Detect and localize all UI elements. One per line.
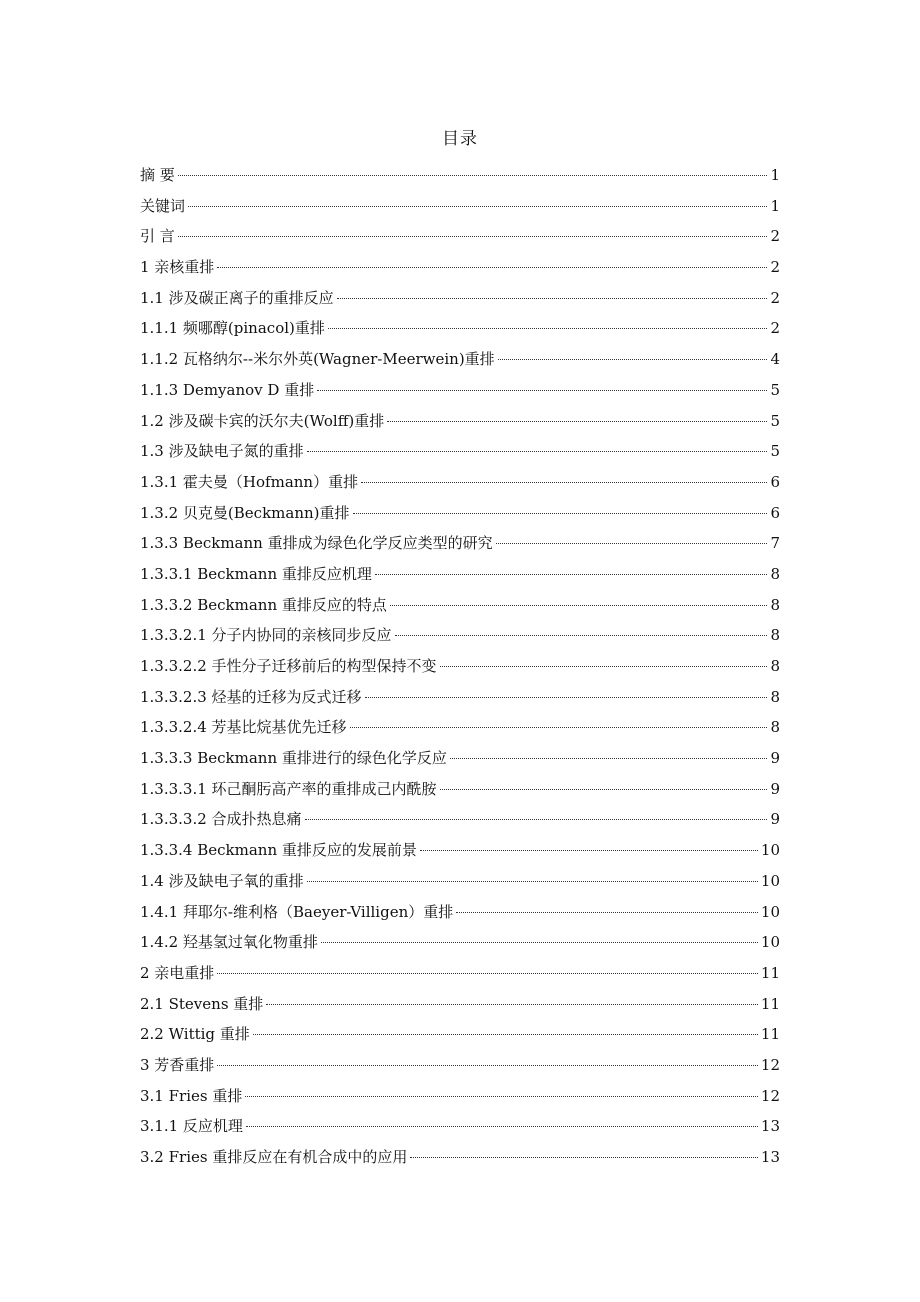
toc-entry-label: 1.1.2 瓦格纳尔--米尔外英(Wagner-Meerwein)重排 [140, 350, 495, 369]
toc-entry-label: 3.2 Fries 重排反应在有机合成中的应用 [140, 1148, 408, 1166]
toc-entry[interactable] [140, 1111, 780, 1142]
toc-entry[interactable] [140, 344, 780, 375]
toc-dot-leader [188, 206, 767, 207]
toc-entry-label: 1.1.1 频哪醇(pinacol)重排 [140, 319, 325, 338]
toc-dot-leader [305, 819, 768, 820]
toc-dot-leader [217, 973, 758, 974]
toc-dot-leader [390, 605, 768, 606]
toc-entry-page-number: 11 [760, 1025, 780, 1044]
toc-entry[interactable] [140, 1142, 780, 1173]
toc-entry-page-number: 8 [770, 595, 780, 614]
toc-dot-leader [307, 451, 768, 452]
toc-entry[interactable] [140, 590, 780, 621]
toc-entry-page-number: 8 [770, 564, 780, 583]
toc-entry-page-number: 6 [770, 472, 780, 491]
toc-entry-label: 1.3.3.3.1 环己酮肟高产率的重排成己内酰胺 [140, 779, 437, 798]
toc-entry[interactable] [140, 958, 780, 989]
toc-dot-leader [245, 1096, 758, 1097]
toc-entry-label: 1.3.1 霍夫曼（Hofmann）重排 [140, 472, 359, 491]
toc-dot-leader [178, 175, 768, 176]
toc-entry-page-number: 8 [770, 687, 780, 706]
toc-entry[interactable] [140, 682, 780, 713]
toc-dot-leader [307, 881, 758, 882]
toc-entry-label: 3.1.1 反应机理 [140, 1117, 243, 1136]
toc-dot-leader [440, 789, 768, 790]
toc-dot-leader [498, 359, 768, 360]
toc-entry[interactable] [140, 1081, 780, 1112]
toc-dot-leader [440, 666, 768, 667]
toc-entry-page-number: 13 [760, 1148, 780, 1166]
toc-entry[interactable] [140, 774, 780, 805]
toc-list [140, 160, 780, 1173]
toc-entry[interactable] [140, 804, 780, 835]
toc-entry-page-number: 8 [770, 718, 780, 737]
toc-entry-page-number: 8 [770, 657, 780, 675]
toc-dot-leader [321, 942, 758, 943]
toc-entry-label: 2.2 Wittig 重排 [140, 1025, 250, 1044]
toc-entry-label: 1.1 涉及碳正离子的重排反应 [140, 288, 334, 307]
toc-entry[interactable] [140, 221, 780, 252]
toc-entry-page-number: 9 [770, 810, 780, 829]
toc-entry-label: 1.3.3.2.1 分子内协同的亲核同步反应 [140, 626, 392, 645]
toc-dot-leader [420, 850, 758, 851]
toc-entry-label: 1.3.3 Beckmann 重排成为绿色化学反应类型的研究 [140, 534, 493, 553]
toc-dot-leader [361, 482, 767, 483]
toc-entry[interactable] [140, 559, 780, 590]
toc-entry[interactable] [140, 989, 780, 1020]
toc-dot-leader [328, 328, 768, 329]
toc-entry[interactable] [140, 252, 780, 283]
toc-entry-page-number: 12 [760, 1086, 780, 1105]
toc-entry-page-number: 5 [770, 380, 780, 399]
toc-dot-leader [317, 390, 767, 391]
toc-dot-leader [178, 236, 768, 237]
toc-entry-label: 1.1.3 Demyanov D 重排 [140, 380, 315, 399]
toc-entry-label: 关键词 [140, 196, 186, 215]
toc-entry[interactable] [140, 1019, 780, 1050]
toc-entry-page-number: 2 [770, 319, 780, 338]
toc-entry[interactable] [140, 1050, 780, 1081]
toc-entry-page-number: 10 [760, 933, 780, 952]
toc-entry[interactable] [140, 160, 780, 191]
toc-entry-page-number: 10 [760, 871, 780, 890]
toc-entry[interactable] [140, 866, 780, 897]
toc-dot-leader [353, 513, 768, 514]
toc-entry-label: 1.3.3.2 Beckmann 重排反应的特点 [140, 595, 387, 614]
toc-entry-label: 1.3.3.3.2 合成扑热息痛 [140, 810, 302, 829]
toc-entry[interactable] [140, 897, 780, 928]
toc-entry-label: 1.4 涉及缺电子氧的重排 [140, 871, 304, 890]
toc-entry-label: 1.3.3.2.3 烃基的迁移为反式迁移 [140, 687, 362, 706]
toc-entry[interactable] [140, 498, 780, 529]
toc-entry-page-number: 12 [760, 1055, 780, 1074]
toc-entry[interactable] [140, 528, 780, 559]
toc-entry-label: 引 言 [140, 227, 175, 246]
toc-entry-page-number: 10 [760, 902, 780, 921]
toc-dot-leader [350, 727, 768, 728]
toc-entry-label: 摘 要 [140, 166, 175, 184]
toc-entry-page-number: 9 [770, 779, 780, 798]
toc-entry-label: 1.3.3.1 Beckmann 重排反应机理 [140, 564, 372, 583]
toc-entry[interactable] [140, 620, 780, 651]
toc-entry-label: 1.3.3.2.2 手性分子迁移前后的构型保持不变 [140, 657, 437, 675]
toc-entry-label: 1.3.2 贝克曼(Beckmann)重排 [140, 503, 350, 522]
toc-entry-page-number: 2 [770, 288, 780, 307]
toc-title: 目录 [442, 129, 478, 149]
toc-dot-leader [496, 543, 768, 544]
toc-dot-leader [253, 1034, 758, 1035]
toc-entry[interactable] [140, 283, 780, 314]
toc-dot-leader [246, 1126, 758, 1127]
toc-entry[interactable] [140, 835, 780, 866]
toc-dot-leader [375, 574, 768, 575]
toc-entry-label: 2 亲电重排 [140, 963, 215, 982]
toc-entry-label: 1.3.3.3 Beckmann 重排进行的绿色化学反应 [140, 749, 447, 768]
toc-entry[interactable] [140, 191, 780, 222]
toc-dot-leader [395, 635, 768, 636]
toc-entry-label: 1.3 涉及缺电子氮的重排 [140, 442, 304, 461]
toc-dot-leader [410, 1157, 758, 1158]
toc-dot-leader [387, 421, 767, 422]
toc-entry-page-number: 2 [770, 258, 780, 277]
toc-entry-label: 3.1 Fries 重排 [140, 1086, 243, 1105]
toc-entry[interactable] [140, 467, 780, 498]
toc-entry[interactable] [140, 313, 780, 344]
toc-entry-label: 1.4.1 拜耶尔-维利格（Baeyer-Villigen）重排 [140, 902, 454, 921]
toc-entry-page-number: 5 [770, 442, 780, 461]
toc-entry-label: 1 亲核重排 [140, 258, 215, 277]
toc-entry[interactable] [140, 743, 780, 774]
toc-dot-leader [365, 697, 768, 698]
toc-entry-page-number: 2 [770, 227, 780, 246]
toc-entry-page-number: 11 [760, 963, 780, 982]
toc-entry[interactable] [140, 406, 780, 437]
toc-entry-page-number: 4 [770, 350, 780, 369]
toc-entry-label: 3 芳香重排 [140, 1055, 215, 1074]
toc-entry-label: 1.3.3.2.4 芳基比烷基优先迁移 [140, 718, 347, 737]
toc-entry-page-number: 6 [770, 503, 780, 522]
toc-entry[interactable] [140, 436, 780, 467]
toc-entry[interactable] [140, 712, 780, 743]
toc-entry-page-number: 1 [770, 196, 780, 215]
toc-entry-label: 2.1 Stevens 重排 [140, 994, 264, 1013]
toc-entry-page-number: 11 [760, 994, 780, 1013]
toc-entry-label: 1.4.2 羟基氢过氧化物重排 [140, 933, 318, 952]
toc-entry-page-number: 13 [760, 1117, 780, 1136]
toc-entry-page-number: 8 [770, 626, 780, 645]
toc-dot-leader [266, 1004, 758, 1005]
toc-dot-leader [217, 1065, 758, 1066]
toc-entry-page-number: 10 [760, 841, 780, 860]
toc-entry[interactable] [140, 651, 780, 682]
toc-entry-page-number: 9 [770, 749, 780, 768]
toc-entry-page-number: 5 [770, 411, 780, 430]
toc-dot-leader [456, 912, 758, 913]
toc-entry-label: 1.3.3.4 Beckmann 重排反应的发展前景 [140, 841, 417, 860]
toc-dot-leader [450, 758, 768, 759]
toc-dot-leader [337, 298, 768, 299]
toc-entry[interactable] [140, 375, 780, 406]
toc-entry[interactable] [140, 927, 780, 958]
toc-entry-page-number: 1 [770, 166, 780, 184]
toc-entry-page-number: 7 [770, 534, 780, 553]
toc-dot-leader [217, 267, 767, 268]
toc-entry-label: 1.2 涉及碳卡宾的沃尔夫(Wolff)重排 [140, 411, 385, 430]
